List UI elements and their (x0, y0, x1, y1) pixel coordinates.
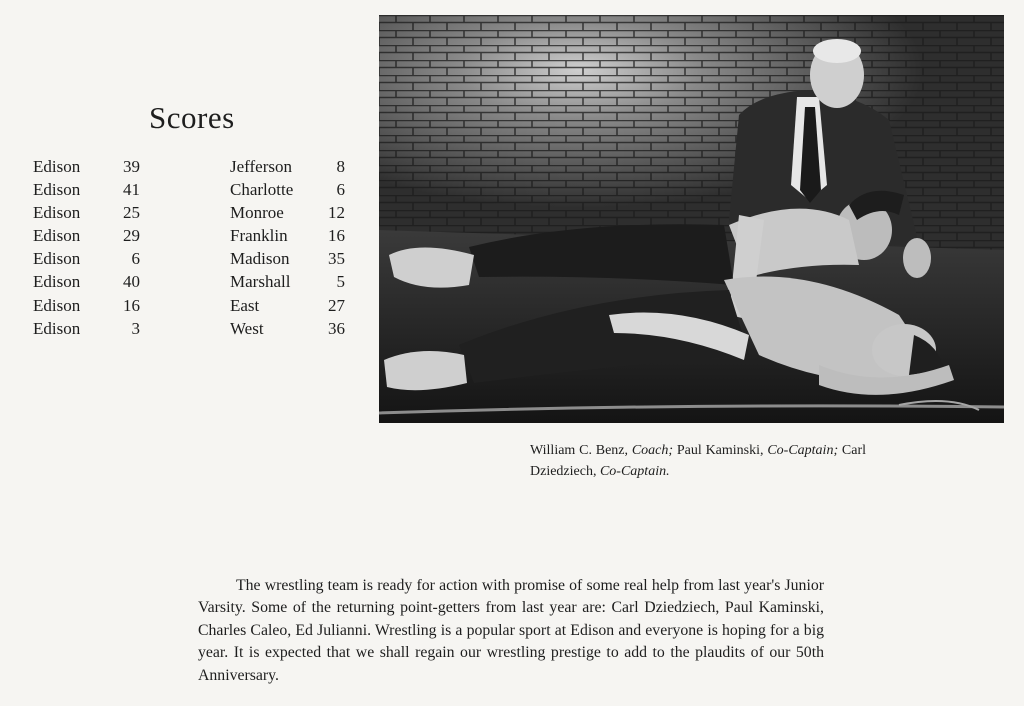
photo-caption (530, 440, 866, 482)
body-paragraph: The wrestling team is ready for action with promise of some real help from last year's Junior Varsity. Some of the returning point-getters from last year are: Carl Dziedziech, Paul Kaminski, Charles Caleo, Ed Julianni. Wrestling is a popular sport at Edison and everyone is hoping for a big year. It is expected that we shall regain our wrestling prestige to add to the plaudits of our 50th Anniversary. (198, 577, 824, 684)
score-row (33, 247, 345, 270)
opponent-name: West (230, 318, 264, 338)
scores-title: Scores (149, 100, 235, 135)
team-score: 39 (123, 157, 140, 176)
opponent-name: Marshall (230, 272, 291, 292)
caption-name-cocaptain-1: Paul Kaminski, (676, 443, 764, 458)
opponent-score: 8 (336, 157, 345, 176)
team-name: Edison (33, 249, 81, 269)
score-row (33, 270, 345, 293)
score-row (33, 294, 345, 317)
team-score: 25 (123, 203, 140, 223)
team-score: 6 (131, 249, 140, 269)
caption-name-cocaptain-2: Carl Dziedziech, (530, 443, 867, 479)
score-row (33, 317, 345, 340)
caption-role-cocaptain-1: Co-Captain; (767, 443, 839, 458)
team-score: 3 (131, 318, 140, 338)
team-name: Edison (33, 203, 81, 223)
team-name: Edison (33, 272, 81, 292)
opponent-score: 36 (328, 318, 345, 338)
opponent-name: Jefferson (230, 157, 292, 176)
team-score: 29 (123, 226, 140, 246)
opponent-score: 12 (328, 203, 345, 223)
opponent-name: East (230, 295, 260, 315)
opponent-score: 16 (328, 226, 345, 246)
team-name: Edison (33, 180, 81, 200)
team-photo (379, 15, 1004, 423)
team-name: Edison (33, 295, 81, 315)
team-name: Edison (33, 157, 81, 176)
caption-role-cocaptain-2: Co-Captain. (599, 464, 670, 479)
opponent-name: Franklin (230, 226, 288, 246)
team-name: Edison (33, 318, 81, 338)
caption-role-coach: Coach; (631, 443, 674, 458)
opponent-score: 5 (336, 272, 345, 292)
opponent-score: 6 (336, 180, 345, 200)
score-row (33, 224, 345, 247)
score-row (33, 178, 345, 201)
team-score: 40 (123, 272, 140, 292)
opponent-name: Monroe (230, 203, 284, 223)
opponent-name: Madison (230, 249, 290, 269)
team-photo-image (379, 15, 1004, 423)
scores-table (33, 155, 345, 340)
score-row (33, 201, 345, 224)
score-row (33, 155, 345, 178)
team-name: Edison (33, 226, 81, 246)
opponent-score: 27 (328, 295, 345, 315)
team-score: 16 (123, 295, 140, 315)
opponent-score: 35 (328, 249, 345, 269)
team-score: 41 (123, 180, 140, 200)
opponent-name: Charlotte (230, 180, 294, 200)
caption-name-coach: William C. Benz, (530, 443, 629, 458)
